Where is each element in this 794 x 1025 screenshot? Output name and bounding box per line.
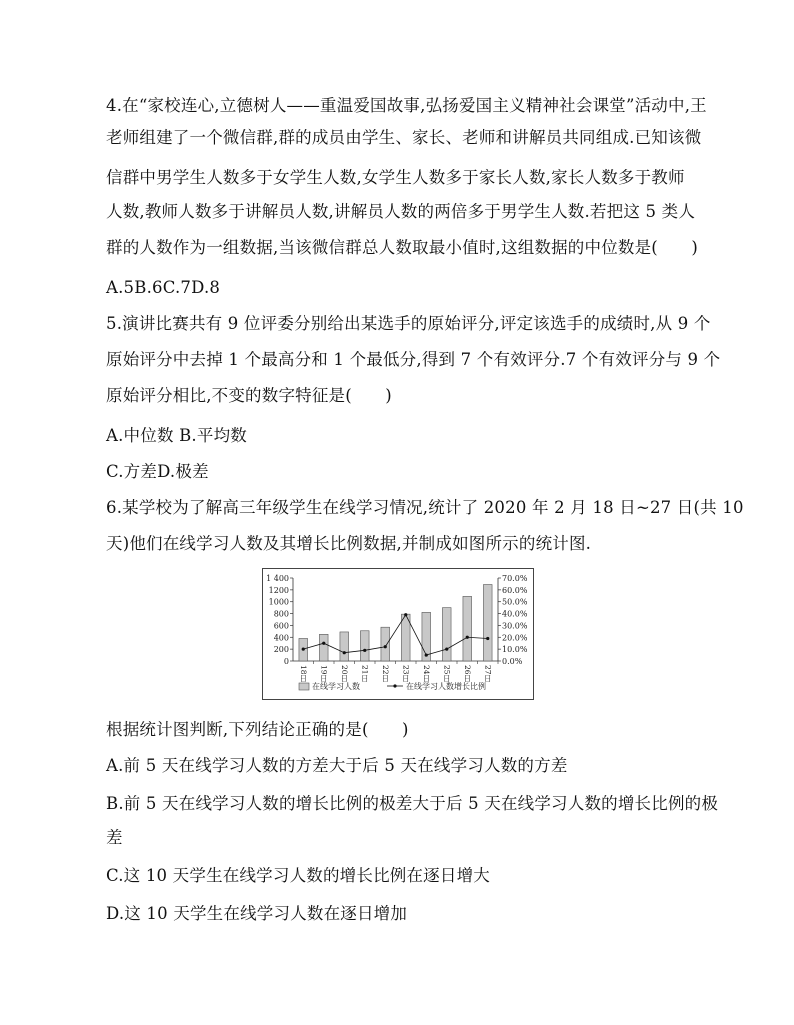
growth-point xyxy=(302,648,305,651)
left-tick-label: 400 xyxy=(273,633,289,643)
q6-question: 根据统计图判断,下列结论正确的是( ) xyxy=(106,720,409,739)
right-tick-label: 70.0% xyxy=(502,574,528,583)
q4-line-5: 群的人数作为一组数据,当该微信群总人数取最小值时,这组数据的中位数是( ) xyxy=(106,238,698,257)
growth-point xyxy=(404,613,407,616)
q4-line-4: 人数,教师人数多于讲解员人数,讲解员人数的两倍多于男学生人数.若把这 5 类人 xyxy=(106,202,696,221)
right-tick-label: 0.0% xyxy=(502,657,523,666)
bar xyxy=(360,631,369,661)
bar xyxy=(463,596,472,661)
x-tick-label: 20日 xyxy=(339,665,349,683)
right-tick-label: 20.0% xyxy=(502,633,528,643)
q5-options-cd: C.方差D.极差 xyxy=(106,462,209,481)
legend-line-marker xyxy=(393,684,396,687)
growth-point xyxy=(343,651,346,654)
right-tick-label: 30.0% xyxy=(502,621,528,631)
q5-options-ab: A.中位数 B.平均数 xyxy=(106,426,247,445)
x-tick-label: 26日 xyxy=(462,665,472,683)
x-tick-label: 19日 xyxy=(319,665,329,683)
left-tick-label: 600 xyxy=(273,621,289,631)
x-tick-label: 22日 xyxy=(380,665,390,683)
q6-option-b-line-2: 差 xyxy=(106,828,123,847)
bar xyxy=(381,627,390,661)
growth-line xyxy=(303,615,488,655)
x-tick-label: 27日 xyxy=(483,665,493,683)
growth-point xyxy=(445,648,448,651)
growth-point xyxy=(363,649,366,652)
growth-point xyxy=(486,637,489,640)
x-tick-label: 25日 xyxy=(442,665,452,683)
right-tick-label: 10.0% xyxy=(502,645,528,655)
x-tick-label: 24日 xyxy=(421,665,431,683)
growth-point xyxy=(425,653,428,656)
q6-option-c: C.这 10 天学生在线学习人数的增长比例在逐日增大 xyxy=(106,866,490,885)
q4-line-1: 4.在“家校连心,立德树人——重温爱国故事,弘扬爱国主义精神社会课堂”活动中,王 xyxy=(106,96,707,115)
growth-point xyxy=(384,645,387,648)
left-tick-label: 200 xyxy=(273,645,289,655)
right-tick-label: 50.0% xyxy=(502,597,528,607)
x-tick-label: 18日 xyxy=(298,665,308,683)
chart-canvas xyxy=(263,569,533,699)
left-tick-label: 1 400 xyxy=(266,574,289,583)
q6-option-d: D.这 10 天学生在线学习人数在逐日增加 xyxy=(106,904,408,923)
bar xyxy=(483,585,492,661)
growth-point xyxy=(322,642,325,645)
q6-line-2: 天)他们在线学习人数及其增长比例数据,并制成如图所示的统计图. xyxy=(106,534,592,553)
growth-point xyxy=(466,636,469,639)
q4-line-2: 老师组建了一个微信群,群的成员由学生、家长、老师和讲解员共同组成.已知该微 xyxy=(106,128,702,147)
left-tick-label: 800 xyxy=(273,609,289,619)
bar xyxy=(442,608,451,661)
right-tick-label: 40.0% xyxy=(502,609,528,619)
legend-line-label: 在线学习人数增长比例 xyxy=(406,682,486,691)
left-tick-label: 1000 xyxy=(268,597,289,607)
q4-options: A.5B.6C.7D.8 xyxy=(106,278,221,297)
legend-bar-swatch xyxy=(299,683,309,690)
statistics-chart xyxy=(262,568,534,700)
q5-line-2: 原始评分中去掉 1 个最高分和 1 个最低分,得到 7 个有效评分.7 个有效评分与 9 个 xyxy=(106,350,721,369)
right-tick-label: 60.0% xyxy=(502,585,528,595)
q6-option-b-line-1: B.前 5 天在线学习人数的增长比例的极差大于后 5 天在线学习人数的增长比例的极 xyxy=(106,794,719,813)
bar xyxy=(319,634,328,661)
q6-option-a: A.前 5 天在线学习人数的方差大于后 5 天在线学习人数的方差 xyxy=(106,756,568,775)
q5-line-1: 5.演讲比赛共有 9 位评委分别给出某选手的原始评分,评定该选手的成绩时,从 9 个 xyxy=(106,314,711,333)
q5-line-3: 原始评分相比,不变的数字特征是( ) xyxy=(106,386,392,405)
bar xyxy=(340,632,349,661)
q4-line-3: 信群中男学生人数多于女学生人数,女学生人数多于家长人数,家长人数多于教师 xyxy=(106,168,685,187)
x-tick-label: 23日 xyxy=(401,665,411,683)
x-tick-label: 21日 xyxy=(360,665,370,683)
legend-bar-label: 在线学习人数 xyxy=(312,682,360,691)
left-tick-label: 1200 xyxy=(268,585,289,595)
left-tick-label: 0 xyxy=(283,657,289,666)
q6-line-1: 6.某学校为了解高三年级学生在线学习情况,统计了 2020 年 2 月 18 日~27 日(共 10 xyxy=(106,498,744,517)
